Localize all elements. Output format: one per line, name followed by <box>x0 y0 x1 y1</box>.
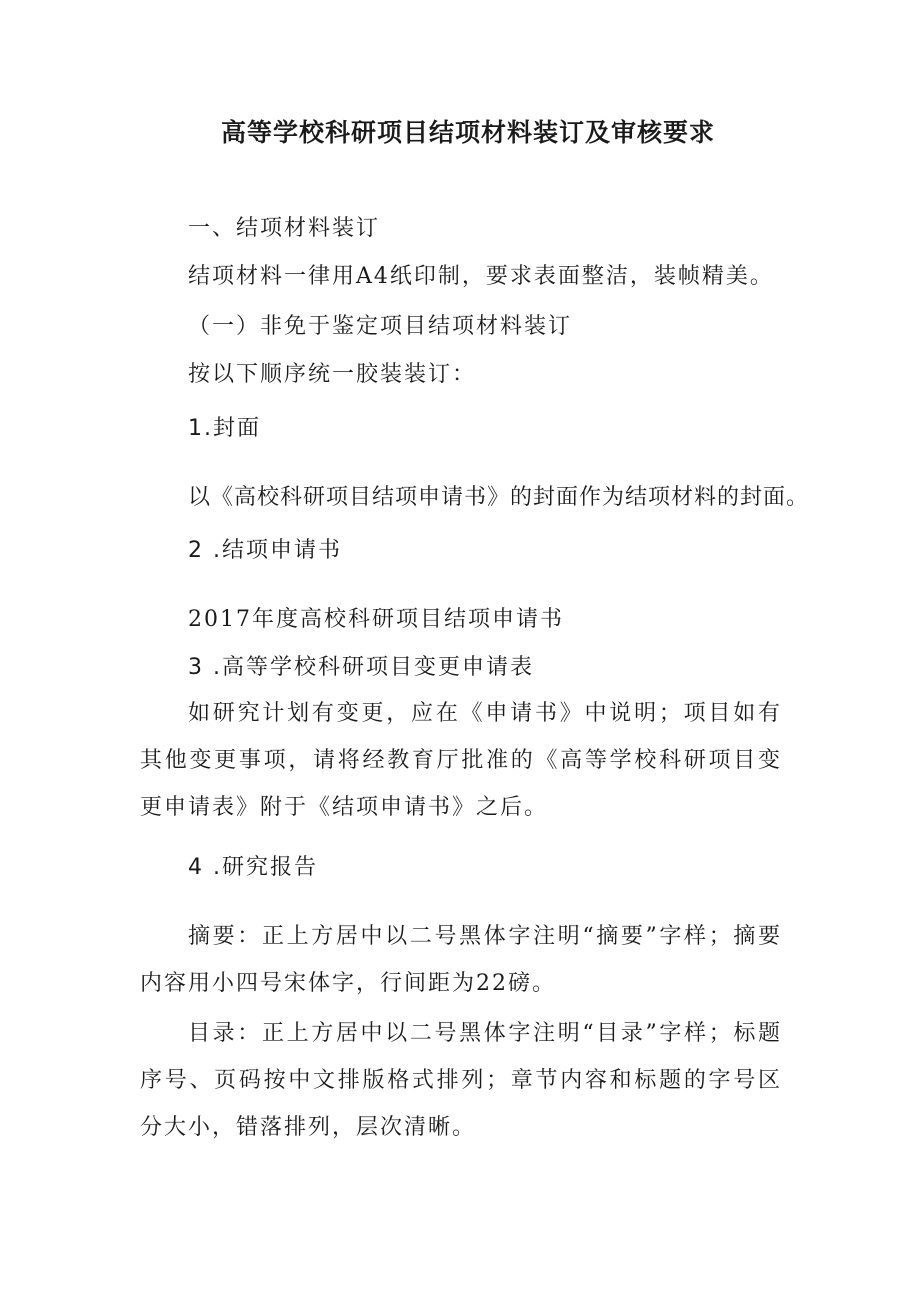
item-heading: 4 .研究报告 <box>188 855 318 880</box>
section-heading: 一、结项材料装订 <box>188 216 381 241</box>
paragraph: 摘要：正上方居中以二号黑体字注明“摘要”字样；摘要内容用小四号宋体字，行间距为22磅。 <box>140 924 782 996</box>
paragraph: 目录：正上方居中以二号黑体字注明“目录”字样；标题序号、页码按中文排版格式排列；章节内容和标题的字号区分大小，错落排列，层次清晰。 <box>140 1021 782 1140</box>
paragraph: 按以下顺序统一胶装装订： <box>188 362 477 387</box>
paragraph: 以《高校科研项目结项申请书》的封面作为结项材料的封面。 <box>188 485 810 510</box>
item-heading: 2 .结项申请书 <box>188 538 342 563</box>
paragraph: 如研究计划有变更，应在《申请书》中说明；项目如有其他变更事项，请将经教育厅批准的《高等学校科研项目变更申请表》附于《结项申请书》之后。 <box>140 701 782 820</box>
subsection-heading: （一）非免于鉴定项目结项材料装订 <box>188 314 573 339</box>
paragraph: 结项材料一律用A4纸印制，要求表面整洁，装帧精美。 <box>188 264 774 289</box>
item-heading: 1.封面 <box>188 416 261 441</box>
item-heading: 3 .高等学校科研项目变更申请表 <box>188 655 534 680</box>
paragraph: 2017年度高校科研项目结项申请书 <box>188 607 564 632</box>
page-title: 高等学校科研项目结项材料装订及审核要求 <box>221 118 716 147</box>
